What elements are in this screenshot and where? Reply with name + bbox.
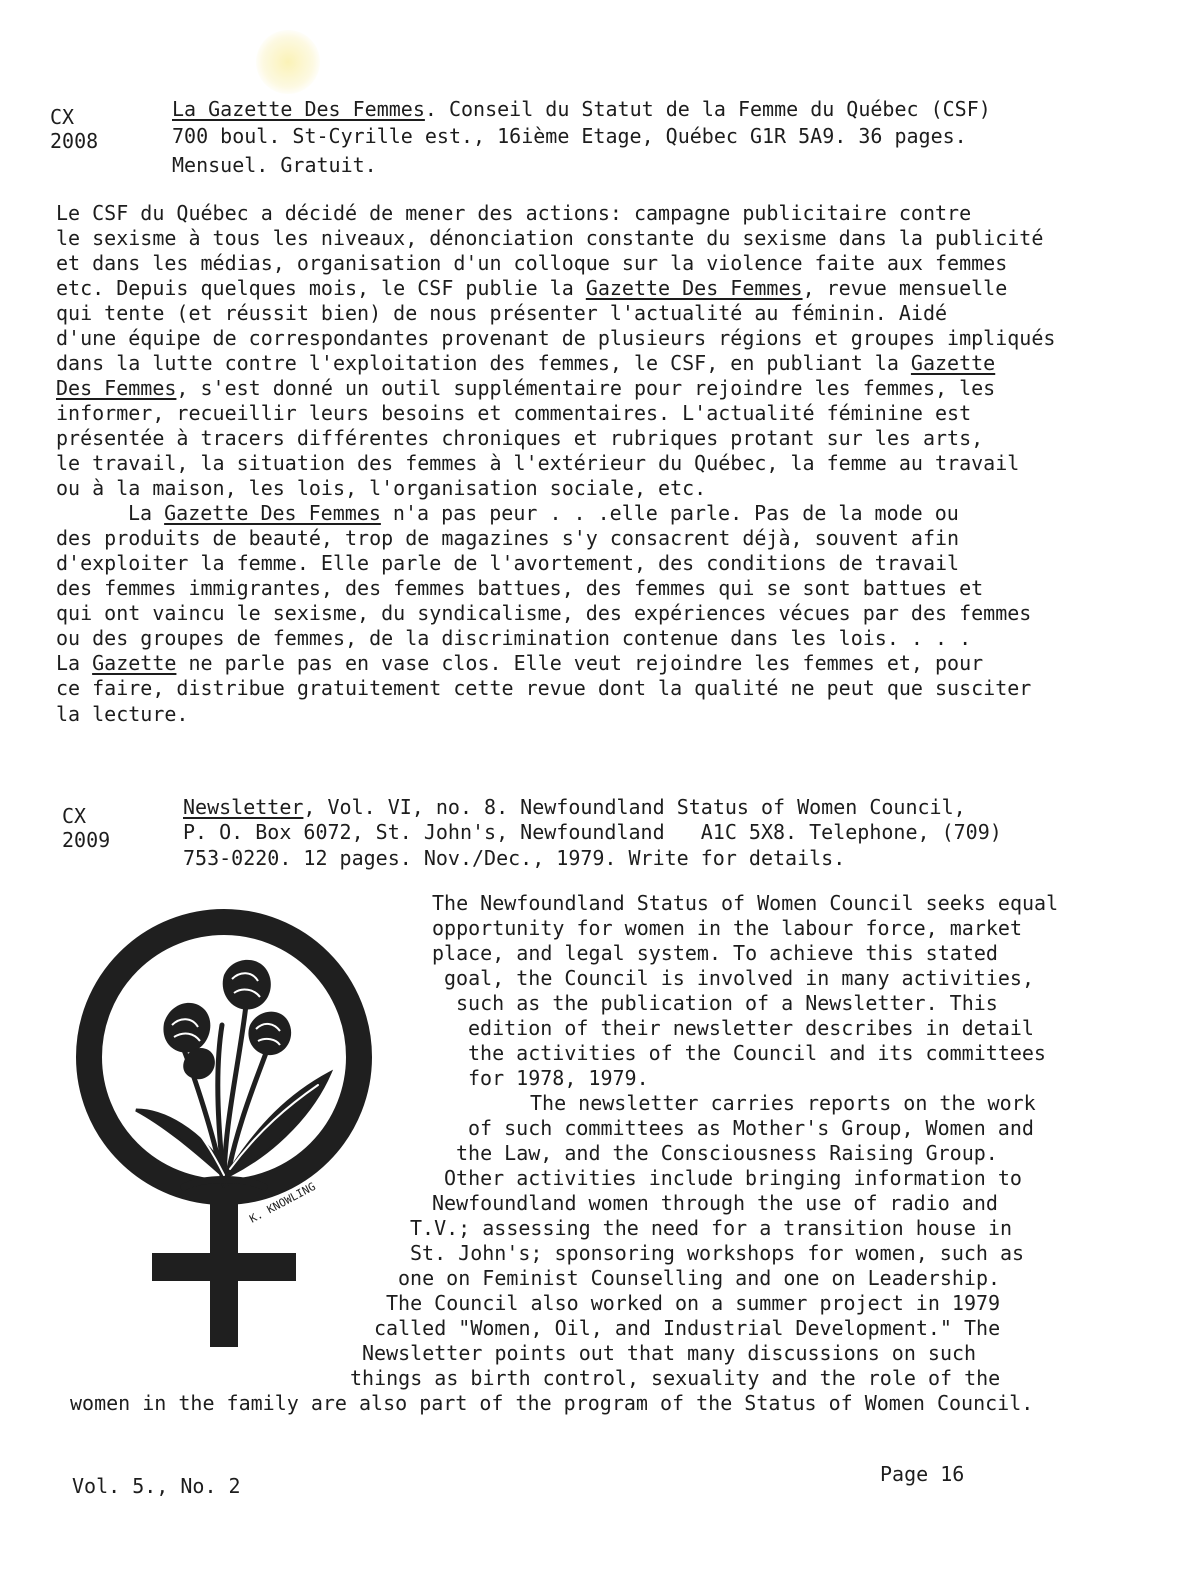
citation-line-2: 700 boul. St-Cyrille est., 16ième Etage, Québec G1R 5A9. 36 pages.	[172, 124, 967, 148]
publication-title: Newsletter	[183, 795, 304, 819]
footer-page-number: Page 16	[880, 1462, 965, 1486]
publication-title: Gazette Des Femmes	[585, 276, 803, 300]
publication-title: Des Femmes	[56, 376, 177, 400]
document-page: CX 2008 La Gazette Des Femmes. Conseil du Statut de la Femme du Québec (CSF) 700 boul. St-Cyrille est., 16ième Etage, Québec G1R 5A9. 36 pages. Mensuel. Gratuit. Le CSF du Québec a décidé de mener des actions: campagne publicitaire contre le sexisme à tous les niveaux, dénonciation constante du sexisme dans la publicité et dans les médias, organisation d'un colloque sur la violence faite aux femmes etc. Depuis quelques mois, le CSF publie la Gazette Des Femmes, revue mensuelle qui tente (et réussit bien) de nous présenter l'actualité au féminin. Aidé d'une équipe de correspondantes provenant de plusieurs régions et groupes impliqués dans la lutte contre l'exploitation des femmes, le CSF, en publiant la Gazette Des Femmes, s'est donné un outil supplémentaire pour rejoindre les femmes, les informer, recueillir leurs besoins et commentaires. L'actualité féminine est présentée à tracers différentes chroniques et rubriques protant sur les arts, le travail, la situation des femmes à l'extérieur du Québec, la femme au travail ou à la maison, les lois, l'organisation sociale, etc. La Gazette Des Femmes n'a pas peur . . .elle parle. Pas de la mode ou des produits de beauté, trop de magazines s'y consacrent déjà, souvent afin d'exploiter la femme. Elle parle de l'avortement, des conditions de travail des femmes immigrantes, des femmes battues, des femmes qui se sont battues et qui ont vaincu le sexisme, du syndicalisme, des expériences vécues par des femmes ou des groupes de femmes, de la discrimination contenue dans les lois. . . . La Gazette ne parle pas en vase clos. Elle veut rejoindre les femmes et, pour ce faire, distribue gratuitement cette revue dont la qualité ne peut que susciter la lecture. CX 2009 Newsletter, Vol. VI, no. 8. Newfoundland Status of Women Council, P. O. Box 6072, St. John's, Newfoundland A1C 5X8. Telephone, (709) 753-0220. 12 pages. Nov./Dec., 1979. Write for details. The Newfoundland Status of Women Council seeks equal opportunity for women in the labour force, market place, and legal system. To achieve this stated goal, the Council is involved in many activities, such as the publication of a Newsletter. This edition of their newsletter describes in detail the activities of the Council and its committees for 1978, 1979. The newsletter carries reports on the work of such committees as Mother's Group, Women and the Law, and the Consciousness Raising Group. Other activities include bringing information to Newfoundland women through the use of radio and T.V.; assessing the need for a transition house in St. John's; sponsoring workshops for women, such as one on Feminist Counselling and one on Leadership. The Council also worked on a summer project in 1979 called "Women, Oil, and Industrial Development." The Newsletter points out that many discussions on such things as birth control, sexuality and the role of the women in the family are also part of the program of the Status of Women Council. K. KNOWLING Vol. 5., No. 2 Page 16	[0, 0, 1192, 1590]
venus-cross-bar	[152, 1253, 296, 1281]
venus-symbol-with-flowers-icon	[74, 905, 374, 1365]
paper-stain	[256, 30, 320, 94]
citation-line-2: P. O. Box 6072, St. John's, Newfoundland A1C 5X8. Telephone, (709)	[183, 820, 1002, 844]
citation-line-1: La Gazette Des Femmes. Conseil du Statut de la Femme du Québec (CSF)	[172, 97, 991, 121]
artist-signature: K. KNOWLING	[247, 1179, 318, 1226]
publication-title: Gazette	[910, 351, 996, 375]
publication-title: Gazette	[92, 651, 177, 675]
entry-number: 2009	[62, 828, 111, 852]
entry-number: 2008	[50, 129, 99, 153]
footer-volume: Vol. 5., No. 2	[72, 1474, 241, 1498]
citation-line-3: Mensuel. Gratuit.	[172, 153, 377, 177]
citation-line-3: 753-0220. 12 pages. Nov./Dec., 1979. Write for details.	[183, 846, 846, 870]
citation-line-1: Newsletter, Vol. VI, no. 8. Newfoundland Status of Women Council,	[183, 795, 966, 819]
publication-title: Gazette Des Femmes	[164, 501, 381, 525]
entry-code: CX	[62, 804, 87, 828]
entry-code: CX	[50, 105, 75, 129]
publication-title: La Gazette Des Femmes	[172, 97, 425, 121]
